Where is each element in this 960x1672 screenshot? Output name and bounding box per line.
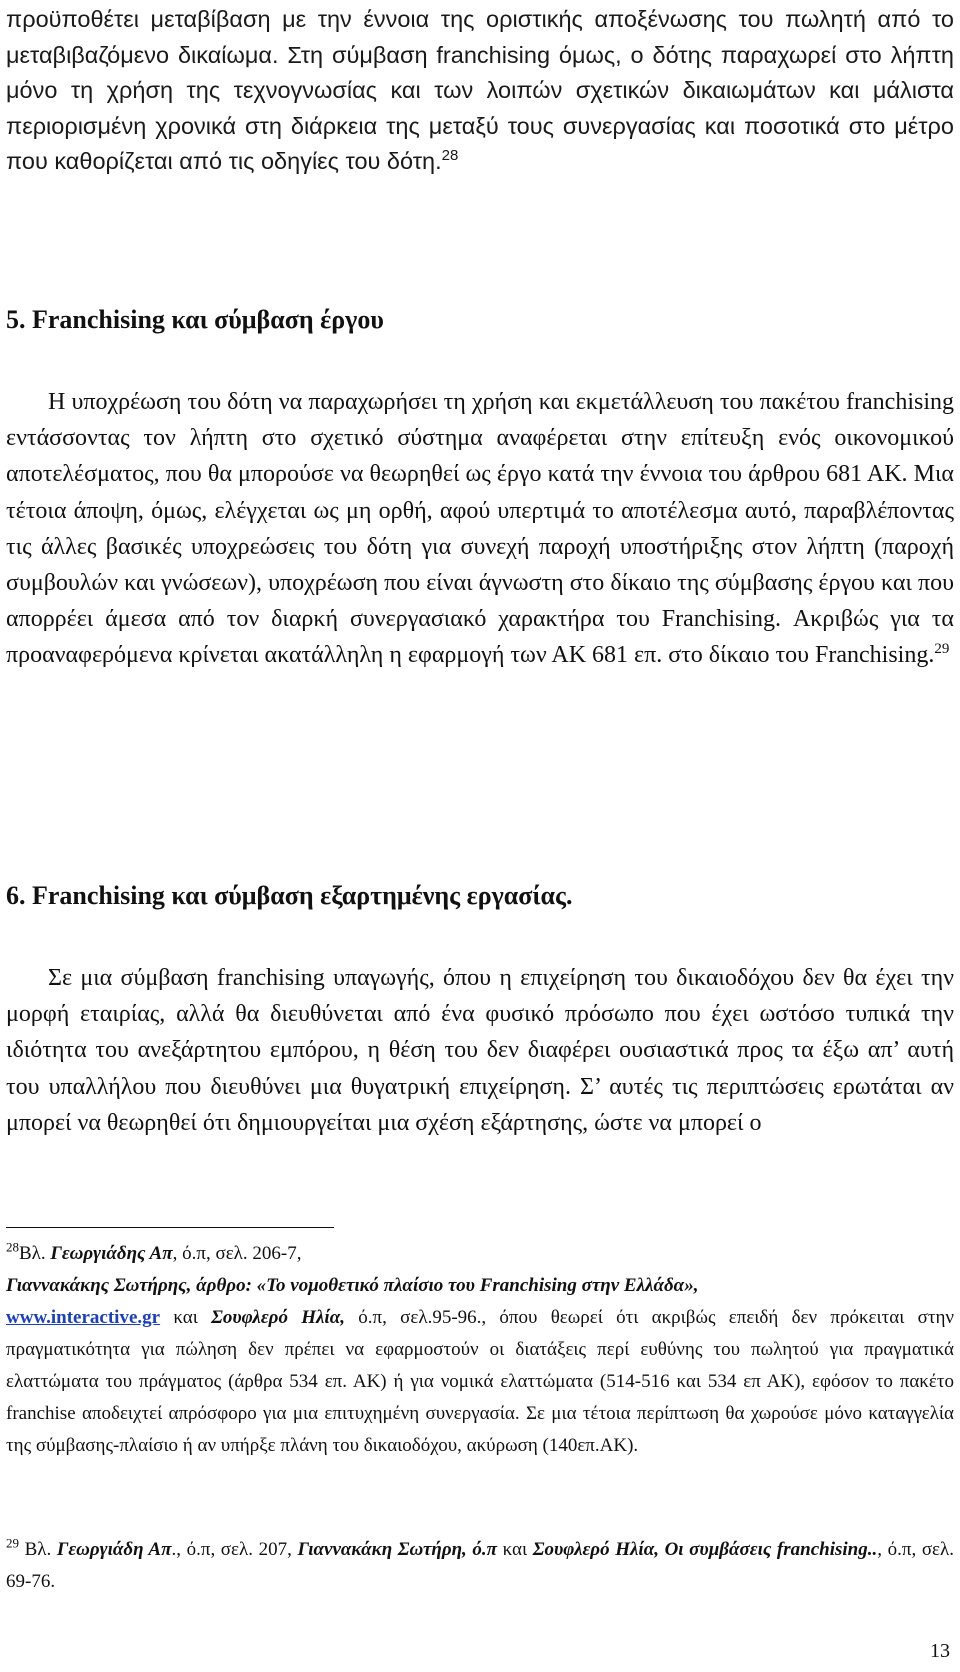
footnote-29-author-1: Γεωργιάδη Απ: [56, 1539, 172, 1560]
footnote-28-rest: ό.π, σελ.95-96., όπου θεωρεί ότι ακριβώς επειδή δεν πρόκειται στην πραγματικότητα για πώληση δεν πρέπει να εφαρμοστούν οι διατάξεις περί ευθύνης του πωλητού για πραγματικά ελαττώματα του πράγματος (άρθρα 534 επ. ΑΚ) ή για νομικά ελαττώματα (514-516 και 534 επ ΑΚ), εφόσον το πακέτο franchise αποδειχτεί απρόσφορο για μια επιτυχημένη συνεργασία. Σε μια τέτοια περίπτωση θα χωρούσε μόνο καταγγελία της σύμβασης-πλαίσιο ή αν υπήρξε πλάνη του δικαιοδόχου, ακύρωση (140επ.ΑΚ).: [6, 1307, 954, 1456]
footnote-29-author-3: Σουφλερό Ηλία, Οι συμβάσεις franchising..: [532, 1539, 878, 1560]
footnote-29-number: 29: [6, 1535, 19, 1551]
footnote-ref-29[interactable]: 29: [934, 641, 950, 658]
section-5-paragraph: [6, 384, 954, 674]
footnote-29-rest: , ό.π, σελ. 69-76.: [6, 1539, 955, 1592]
footnote-28-ref-1: , ό.π, σελ. 206-7,: [172, 1243, 302, 1264]
footnote-28-pre: Βλ.: [19, 1243, 51, 1264]
section-6-heading: 6. Franchising και σύμβαση εξαρτημένης εργασίας.: [6, 881, 573, 910]
footnote-28-author-2: Γιαννακάκης Σωτήρης, άρθρο: «Το νομοθετικό πλαίσιο του Franchising στην Ελλάδα»,: [6, 1275, 699, 1296]
intro-paragraph: [6, 2, 954, 180]
footnote-29-author-2: Γιαννακάκη Σωτήρη, ό.π: [297, 1539, 498, 1560]
footnote-29: [6, 1534, 954, 1598]
footnote-29-conj: και: [497, 1539, 533, 1560]
footnote-28-number: 28: [6, 1239, 19, 1255]
page-number: 13: [930, 1640, 950, 1662]
footnote-28-conj: και: [160, 1307, 212, 1328]
intro-text: προϋποθέτει μεταβίβαση με την έννοια της οριστικής αποξένωσης του πωλητή από το μεταβιβαζόμενο δικαίωμα. Στη σύμβαση franchising όμως, ο δότης παραχωρεί στο λήπτη μόνο τη χρήση της τεχνογνωσίας και των λοιπών σχετικών δικαιωμάτων και μάλιστα περιορισμένη χρονικά στη διάρκεια της μεταξύ τους συνεργασίας και ποσοτικά στο μέτρο που καθορίζεται από τις οδηγίες του δότη.: [6, 6, 954, 175]
section-6-paragraph: Σε μια σύμβαση franchising υπαγωγής, όπου η επιχείρηση του δικαιοδόχου δεν θα έχει την μορφή εταιρίας, αλλά θα διευθύνεται από ένα φυσικό πρόσωπο που έχει ωστόσο τυπικά την ιδιότητα του ανεξάρτητου εμπόρου, η θέση του δεν διαφέρει ουσιαστικά προς τα έξω απ’ αυτή του υπαλλήλου που διευθύνει μια θυγατρική επιχείρηση. Σ’ αυτές τις περιπτώσεις ερωτάται αν μπορεί να θεωρηθεί ότι δημιουργείται μια σχέση εξάρτησης, ώστε να μπορεί ο: [6, 965, 954, 1136]
footnote-divider: [6, 1227, 334, 1228]
footnote-28: [6, 1238, 954, 1462]
section-5-text: Η υποχρέωση του δότη να παραχωρήσει τη χρήση και εκμετάλλευση του πακέτου franchising εντάσσοντας τον λήπτη στο σχετικό σύστημα αναφέρεται στην επίτευξη ενός οικονομικού αποτελέσματος, που θα μπορούσε να θεωρηθεί ως έργο κατά την έννοια του άρθρου 681 ΑΚ. Μια τέτοια άποψη, όμως, ελέγχεται ως μη ορθή, αφού υπερτιμά το αποτέλεσμα αυτό, παραβλέποντας τις άλλες βασικές υποχρεώσεις του δότη για συνεχή παροχή υποστήριξης στον λήπτη (παροχή συμβουλών και γνώσεων), υποχρέωση που είναι άγνωστη στο δίκαιο της σύμβασης έργου και που απορρέει άμεσα από τον διαρκή συνεργασιακό χαρακτήρα του Franchising. Ακριβώς για τα προαναφερόμενα κρίνεται ακατάλληλη η εφαρμογή των ΑΚ 681 επ. στο δίκαιο του Franchising.: [6, 389, 954, 669]
footnote-28-link[interactable]: www.interactive.gr: [6, 1307, 161, 1328]
footnote-ref-28[interactable]: 28: [441, 147, 459, 165]
footnote-28-author-3: Σουφλερό Ηλία,: [211, 1307, 345, 1328]
footnote-29-ref-1: ., ό.π, σελ. 207,: [171, 1539, 298, 1560]
section-5-heading: 5. Franchising και σύμβαση έργου: [6, 305, 384, 334]
footnote-28-author-1: Γεωργιάδης Απ: [50, 1243, 173, 1264]
footnote-29-pre: Βλ.: [19, 1539, 57, 1560]
